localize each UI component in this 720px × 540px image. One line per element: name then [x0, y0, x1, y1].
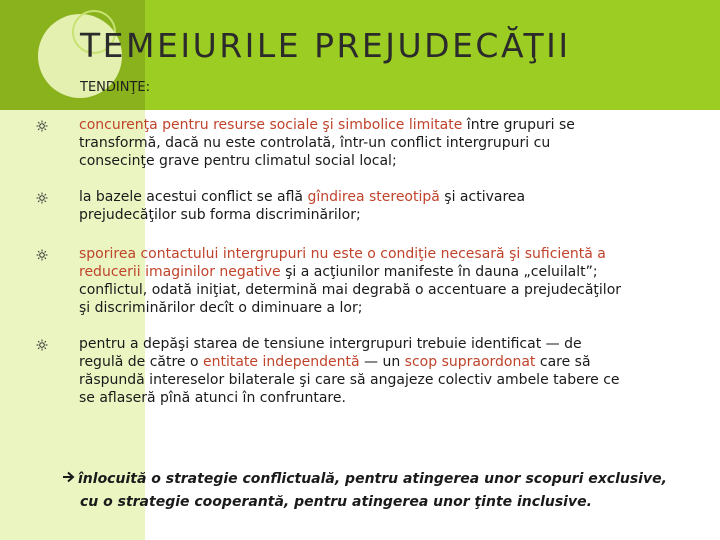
list-item — [36, 335, 626, 407]
list-item — [36, 245, 626, 317]
conclusion — [62, 468, 682, 514]
list-item — [36, 116, 626, 170]
bullet-list — [36, 116, 626, 425]
item-text: — un — [359, 354, 405, 370]
item-highlight: gîndirea stereotipă — [307, 189, 440, 205]
item-text: şi a acţiunilor manifeste în dauna „celuilalt”; conflictul, odată iniţiat, determină mai degrabă o accentuare a prejudecăţilor şi discriminărilor decît o diminuare a lor; — [79, 264, 622, 316]
item-text: şi activarea prejudecăţilor sub forma discriminărilor; — [79, 189, 526, 223]
sun-bullet-icon — [36, 192, 48, 204]
item-text: între grupuri se transformă, dacă nu este controlată, într-un conflict intergrupuri cu consecinţe grave pentru climatul social local; — [79, 117, 575, 169]
item-highlight: entitate independentă — [202, 354, 360, 370]
item-text: la bazele acestui conflict se află — [79, 189, 308, 205]
item-highlight: scop supraordonat — [404, 354, 536, 370]
slide-subtitle: TENDINŢE: — [80, 80, 150, 95]
sun-bullet-icon — [36, 120, 48, 132]
conclusion-line-1: înlocuită o strategie conflictuală, pentru atingerea unor scopuri exclusive, — [78, 471, 667, 487]
slide-title: TEMEIURILE PREJUDECĂŢII — [80, 26, 571, 65]
sun-bullet-icon — [36, 249, 48, 261]
item-highlight: concurenţa pentru resurse sociale şi simbolice limitate — [79, 117, 463, 133]
item-text: care să răspundă intereselor bilaterale şi care să angajeze colectiv ambele tabere ce se aflaseră pînă atunci în confruntare. — [79, 354, 620, 406]
conclusion-line-2: cu o strategie cooperantă, pentru atingerea unor ţinte inclusive. — [80, 494, 592, 510]
right-arrow-icon — [62, 471, 76, 483]
list-item — [36, 188, 626, 224]
item-highlight: sporirea contactului intergrupuri nu este o condiţie necesară şi suficientă a reducerii imaginilor negative — [79, 246, 606, 280]
sun-bullet-icon — [36, 339, 48, 351]
item-text: pentru a depăşi starea de tensiune intergrupuri trebuie identificat — de regulă de către o — [79, 336, 582, 370]
